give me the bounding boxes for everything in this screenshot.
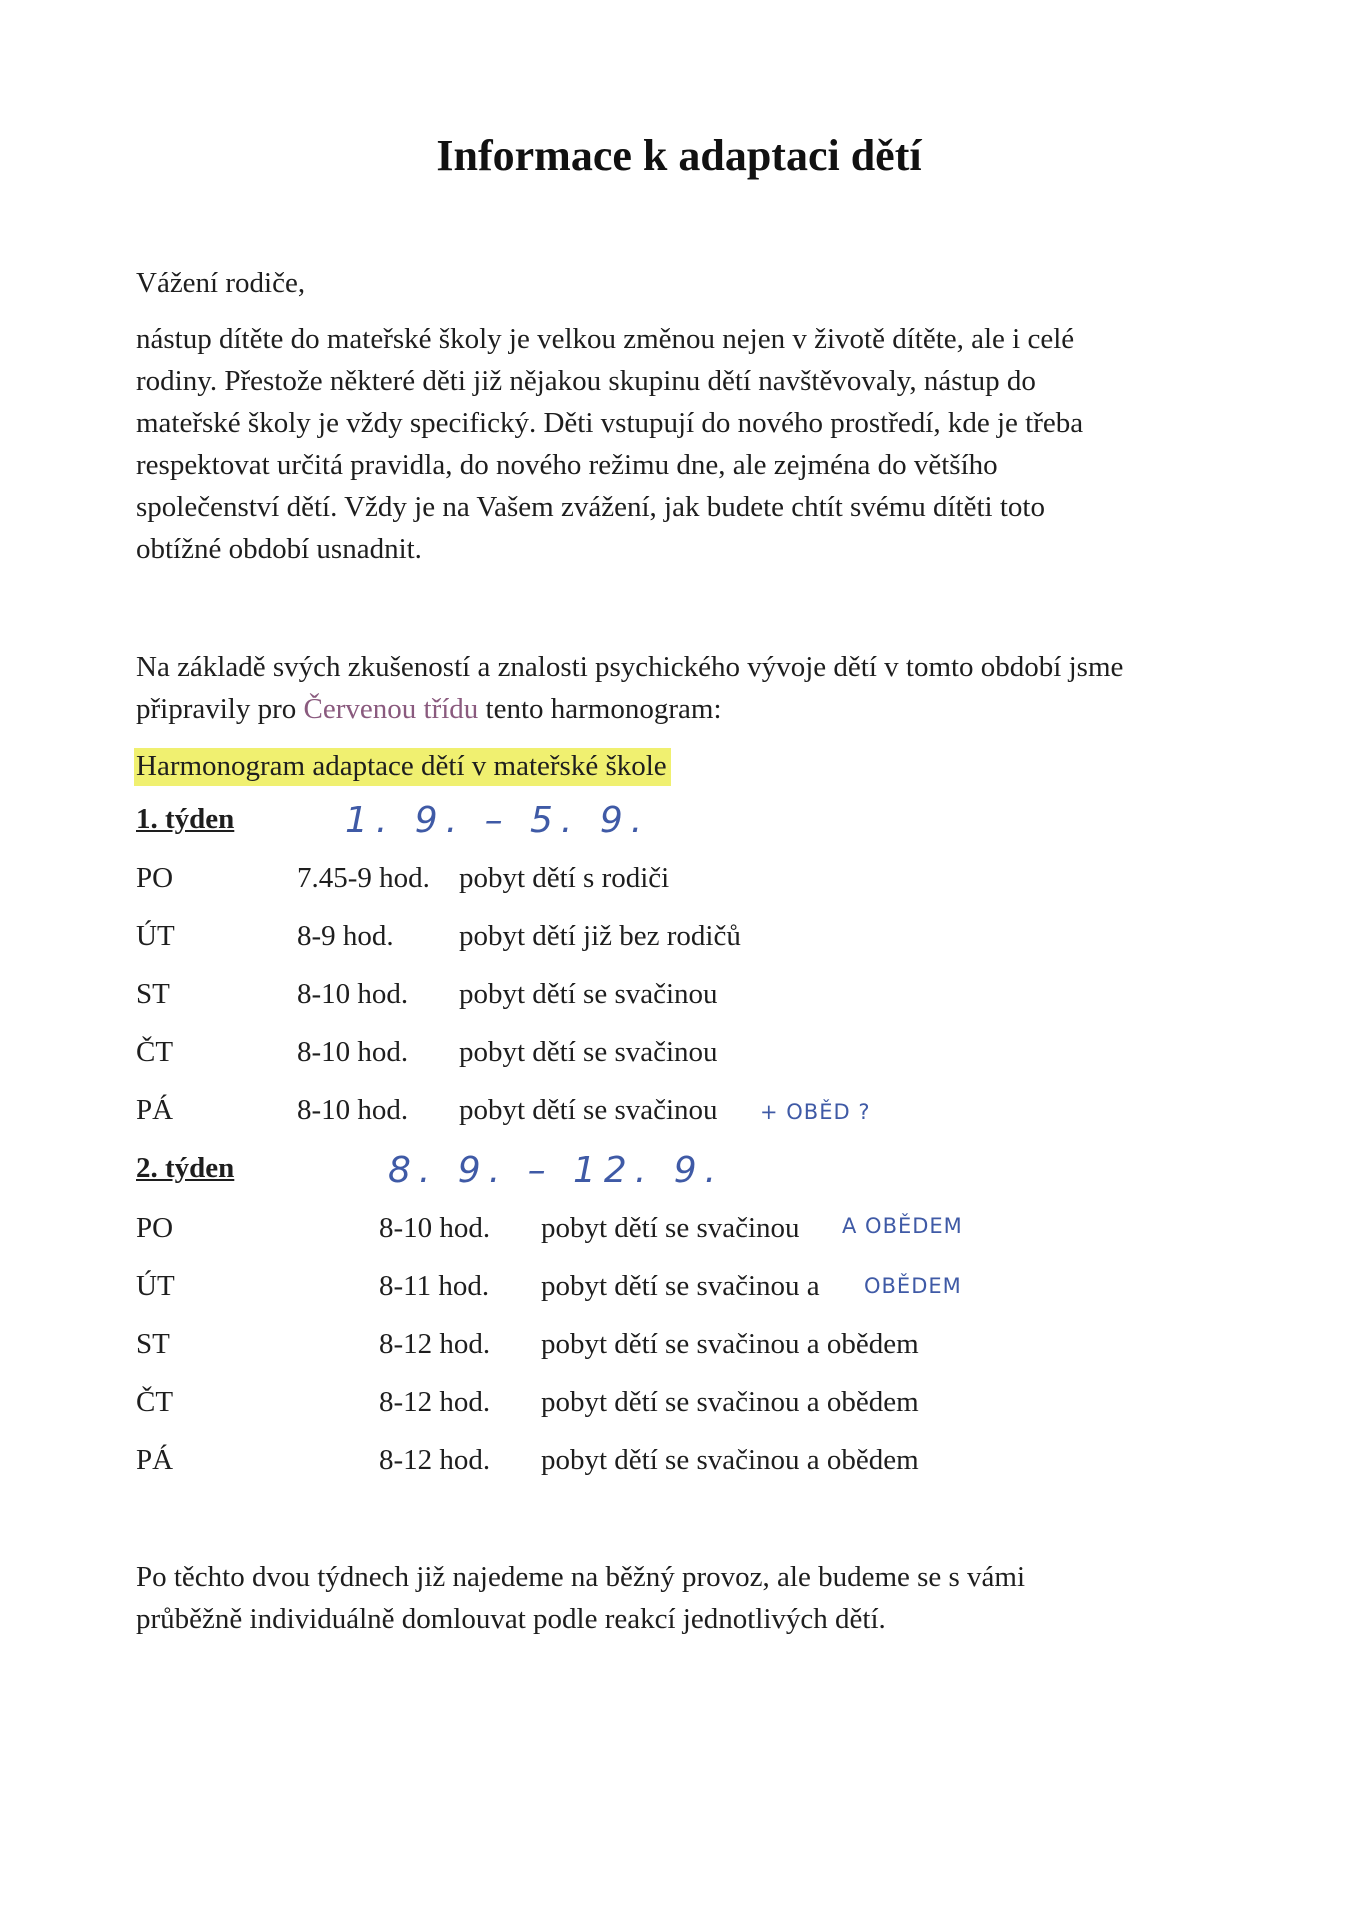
week-2-desc: pobyt dětí se svačinou a obědem: [541, 1444, 919, 1476]
basis-line-2: [136, 688, 1226, 730]
week-1-desc: pobyt dětí se svačinou: [459, 1094, 718, 1126]
week-1-desc: pobyt dětí se svačinou: [459, 1036, 718, 1068]
week-1-day: ČT: [136, 1036, 174, 1068]
intro-line: nástup dítěte do mateřské školy je velkou změnou nejen v životě dítěte, ale i celé: [136, 323, 1075, 355]
intro-paragraph: [136, 318, 1226, 570]
intro-line: obtížné období usnadnit.: [136, 533, 422, 565]
week-1-hours: 8-10 hod.: [297, 978, 409, 1010]
week-1-desc: pobyt dětí již bez rodičů: [459, 920, 741, 952]
basis-line-2-suffix: tento harmonogram:: [485, 693, 722, 725]
week-2-dates-handwritten: 8. 9. – 12. 9.: [388, 1150, 725, 1191]
week-1-label: 1. týden: [136, 803, 235, 835]
week-2-label: 2. týden: [136, 1152, 235, 1184]
class-name-handwritten: Červenou třídu: [303, 693, 479, 725]
week-2-hours: 8-12 hod.: [379, 1328, 491, 1360]
week-2-note-handwritten: A OBĚDEM: [842, 1214, 963, 1238]
basis-paragraph: [136, 646, 1226, 730]
week-1-desc: pobyt dětí s rodiči: [459, 862, 670, 894]
week-2-hours: 8-12 hod.: [379, 1386, 491, 1418]
greeting: Vážení rodiče,: [136, 267, 306, 299]
week-2-hours: 8-10 hod.: [379, 1212, 491, 1244]
closing-line: Po těchto dvou týdnech již najedeme na běžný provoz, ale budeme se s vámi: [136, 1561, 1026, 1593]
intro-line: společenství dětí. Vždy je na Vašem zvážení, jak budete chtít svému dítěti toto: [136, 491, 1045, 523]
intro-line: mateřské školy je vždy specifický. Děti vstupují do nového prostředí, kde je třeba: [136, 407, 1084, 439]
week-1-dates-handwritten: 1. 9. – 5. 9.: [345, 800, 651, 841]
closing-line: průběžně individuálně domlouvat podle reakcí jednotlivých dětí.: [136, 1603, 886, 1635]
basis-line-2-prefix: připravily pro: [136, 693, 297, 725]
week-2-desc: pobyt dětí se svačinou a obědem: [541, 1386, 919, 1418]
week-1-day: PÁ: [136, 1094, 174, 1126]
week-1-day: PO: [136, 862, 174, 894]
week-1-day: ÚT: [136, 920, 175, 952]
intro-line: rodiny. Přestože některé děti již nějakou skupinu dětí navštěvovaly, nástup do: [136, 365, 1036, 397]
week-1-hours: 7.45-9 hod.: [297, 862, 430, 894]
week-1-hours: 8-10 hod.: [297, 1036, 409, 1068]
harmonogram-heading: [134, 745, 671, 787]
week-2-day: PÁ: [136, 1444, 174, 1476]
basis-line-1: Na základě svých zkušeností a znalosti psychického vývoje dětí v tomto období jsme: [136, 651, 1124, 683]
week-1-day: ST: [136, 978, 170, 1010]
week-2-hours: 8-11 hod.: [379, 1270, 490, 1302]
week-1-hours: 8-10 hod.: [297, 1094, 409, 1126]
week-1-hours: 8-9 hod.: [297, 920, 394, 952]
document-title: Informace k adaptaci dětí: [436, 131, 922, 180]
week-1-note-handwritten: + OBĚD ?: [760, 1100, 871, 1124]
closing-paragraph: [136, 1556, 1226, 1640]
week-1-desc: pobyt dětí se svačinou: [459, 978, 718, 1010]
week-2-desc: pobyt dětí se svačinou: [541, 1212, 800, 1244]
week-2-desc: pobyt dětí se svačinou a obědem: [541, 1328, 919, 1360]
harmonogram-heading-text: Harmonogram adaptace dětí v mateřské škole: [134, 748, 671, 786]
week-2-hours: 8-12 hod.: [379, 1444, 491, 1476]
intro-line: respektovat určitá pravidla, do nového režimu dne, ale zejména do většího: [136, 449, 998, 481]
week-2-desc: pobyt dětí se svačinou a: [541, 1270, 820, 1302]
week-2-note-handwritten: OBĚDEM: [864, 1274, 962, 1298]
week-2-day: ÚT: [136, 1270, 175, 1302]
week-2-day: ČT: [136, 1386, 174, 1418]
week-2-day: ST: [136, 1328, 170, 1360]
week-2-day: PO: [136, 1212, 174, 1244]
